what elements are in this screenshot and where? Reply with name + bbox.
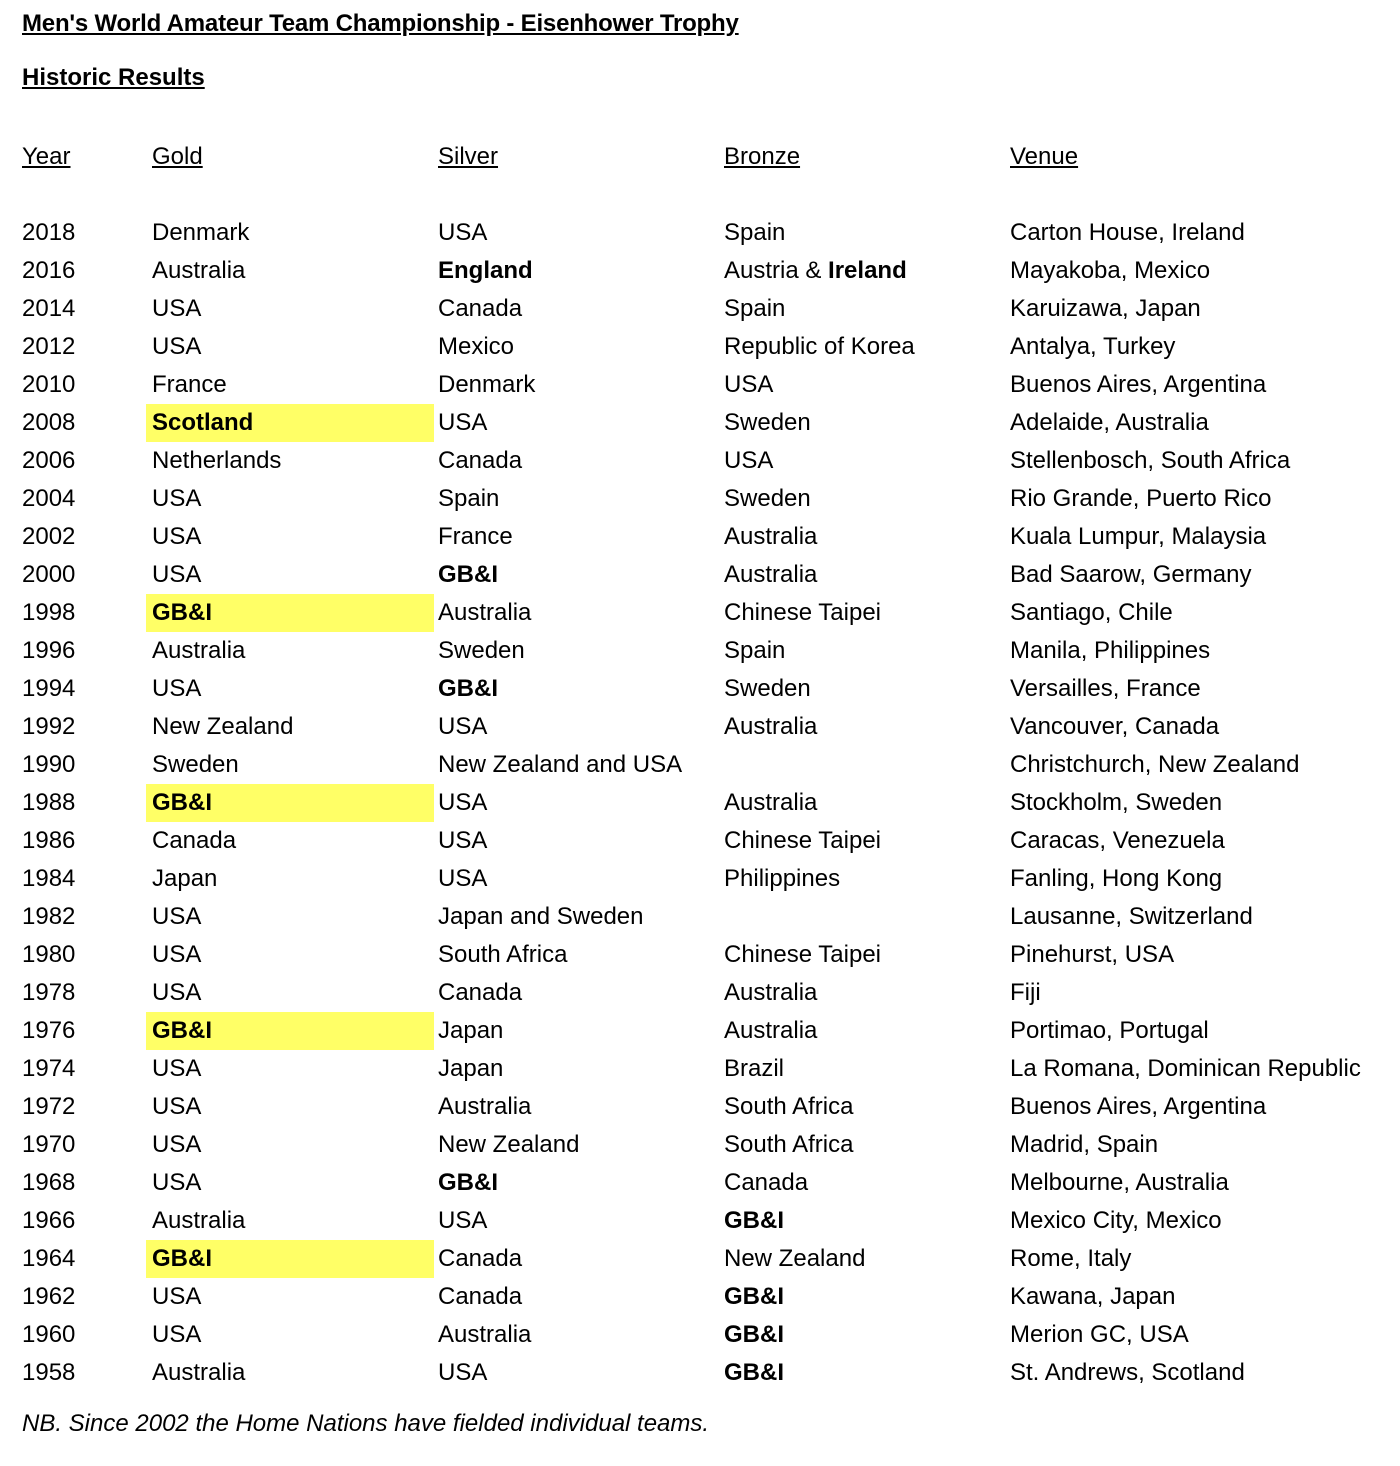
cell-gold: New Zealand bbox=[152, 713, 294, 740]
cell-bronze bbox=[724, 1050, 784, 1088]
cell-bronze bbox=[724, 290, 785, 328]
cell-year: 2014 bbox=[22, 295, 76, 322]
cell-gold: USA bbox=[152, 1169, 202, 1196]
table-row bbox=[22, 1240, 1392, 1278]
cell-gold: USA bbox=[152, 1055, 202, 1082]
cell-bronze bbox=[724, 214, 785, 252]
cell-venue: Fanling, Hong Kong bbox=[1010, 865, 1223, 892]
cell-year: 1958 bbox=[22, 1359, 76, 1386]
cell-venue: Stellenbosch, South Africa bbox=[1010, 447, 1291, 474]
cell-year: 2000 bbox=[22, 561, 76, 588]
cell-bronze bbox=[724, 1278, 784, 1316]
table-row bbox=[22, 518, 1392, 556]
cell-bronze bbox=[724, 518, 817, 556]
cell-silver: USA bbox=[438, 409, 488, 436]
cell-silver: USA bbox=[438, 1359, 488, 1386]
cell-year: 1970 bbox=[22, 1131, 76, 1158]
cell-gold: Australia bbox=[152, 637, 246, 664]
cell-bronze-text: USA bbox=[724, 447, 774, 474]
cell-silver: Spain bbox=[438, 485, 500, 512]
cell-bronze-text: Spain bbox=[724, 219, 786, 246]
cell-silver: Australia bbox=[438, 1093, 532, 1120]
cell-gold: Australia bbox=[152, 257, 246, 284]
cell-venue: Lausanne, Switzerland bbox=[1010, 903, 1253, 930]
cell-venue: Bad Saarow, Germany bbox=[1010, 561, 1252, 588]
cell-gold: Sweden bbox=[152, 751, 239, 778]
cell-bronze bbox=[724, 252, 907, 290]
table-row bbox=[22, 214, 1392, 252]
cell-gold: GB&I bbox=[152, 599, 212, 626]
table-row bbox=[22, 822, 1392, 860]
cell-bronze-text: Canada bbox=[724, 1169, 809, 1196]
cell-bronze-text: Chinese Taipei bbox=[724, 599, 881, 626]
cell-year: 1976 bbox=[22, 1017, 76, 1044]
cell-venue: Rome, Italy bbox=[1010, 1245, 1132, 1272]
cell-gold: USA bbox=[152, 941, 202, 968]
cell-venue: Merion GC, USA bbox=[1010, 1321, 1189, 1348]
cell-venue: Kawana, Japan bbox=[1010, 1283, 1176, 1310]
cell-year: 1984 bbox=[22, 865, 76, 892]
cell-gold: Australia bbox=[152, 1207, 246, 1234]
cell-venue: St. Andrews, Scotland bbox=[1010, 1359, 1245, 1386]
cell-silver: Sweden bbox=[438, 637, 525, 664]
cell-year: 1968 bbox=[22, 1169, 76, 1196]
cell-year: 1988 bbox=[22, 789, 76, 816]
cell-bronze bbox=[724, 1126, 853, 1164]
cell-gold: GB&I bbox=[152, 1017, 212, 1044]
table-row bbox=[22, 404, 1392, 442]
cell-gold: USA bbox=[152, 979, 202, 1006]
cell-year: 1966 bbox=[22, 1207, 76, 1234]
cell-silver: GB&I bbox=[438, 675, 498, 702]
cell-gold: Scotland bbox=[152, 409, 254, 436]
cell-bronze-text: Australia bbox=[724, 789, 818, 816]
cell-silver: Australia bbox=[438, 599, 532, 626]
cell-bronze bbox=[724, 366, 773, 404]
cell-venue: Santiago, Chile bbox=[1010, 599, 1173, 626]
header-gold: Gold bbox=[152, 143, 203, 170]
table-row bbox=[22, 974, 1392, 1012]
table-row bbox=[22, 936, 1392, 974]
cell-year: 1978 bbox=[22, 979, 76, 1006]
cell-year: 2004 bbox=[22, 485, 76, 512]
cell-silver: New Zealand bbox=[438, 1131, 580, 1158]
cell-venue: Stockholm, Sweden bbox=[1010, 789, 1223, 816]
cell-gold: USA bbox=[152, 295, 202, 322]
cell-silver: USA bbox=[438, 1207, 488, 1234]
cell-year: 1972 bbox=[22, 1093, 76, 1120]
cell-bronze-text: Australia bbox=[724, 523, 818, 550]
table-row bbox=[22, 1354, 1392, 1392]
cell-bronze-text: Chinese Taipei bbox=[724, 941, 881, 968]
cell-venue: Pinehurst, USA bbox=[1010, 941, 1175, 968]
page-title: Men's World Amateur Team Championship - Eisenhower Trophy bbox=[22, 10, 739, 37]
cell-silver: USA bbox=[438, 713, 488, 740]
cell-bronze-text: South Africa bbox=[724, 1131, 854, 1158]
cell-venue: Mexico City, Mexico bbox=[1010, 1207, 1222, 1234]
cell-bronze bbox=[724, 404, 811, 442]
cell-bronze-text: Sweden bbox=[724, 409, 811, 436]
header-silver: Silver bbox=[438, 143, 499, 170]
cell-year: 2012 bbox=[22, 333, 76, 360]
table-row bbox=[22, 784, 1392, 822]
cell-venue: Vancouver, Canada bbox=[1010, 713, 1220, 740]
cell-bronze-text: Australia bbox=[724, 979, 818, 1006]
cell-silver: GB&I bbox=[438, 561, 498, 588]
table-row bbox=[22, 746, 1392, 784]
cell-bronze bbox=[724, 1240, 865, 1278]
table-row bbox=[22, 366, 1392, 404]
table-row bbox=[22, 708, 1392, 746]
cell-bronze-text: Sweden bbox=[724, 485, 811, 512]
cell-venue: Manila, Philippines bbox=[1010, 637, 1211, 664]
cell-bronze bbox=[724, 860, 840, 898]
cell-bronze-text: Republic of Korea bbox=[724, 333, 915, 360]
cell-bronze bbox=[724, 1164, 808, 1202]
cell-silver: USA bbox=[438, 865, 488, 892]
table-row bbox=[22, 1316, 1392, 1354]
table-row bbox=[22, 898, 1392, 936]
cell-bronze bbox=[724, 594, 881, 632]
cell-year: 1960 bbox=[22, 1321, 76, 1348]
table-row bbox=[22, 290, 1392, 328]
table-row bbox=[22, 1202, 1392, 1240]
cell-bronze-text: Spain bbox=[724, 637, 786, 664]
table-row bbox=[22, 1126, 1392, 1164]
cell-silver: Australia bbox=[438, 1321, 532, 1348]
cell-bronze-text: New Zealand bbox=[724, 1245, 866, 1272]
cell-bronze-text: GB&I bbox=[724, 1359, 784, 1386]
footnote: NB. Since 2002 the Home Nations have fielded individual teams. bbox=[22, 1410, 710, 1437]
cell-year: 1994 bbox=[22, 675, 76, 702]
cell-bronze bbox=[724, 632, 785, 670]
cell-silver: South Africa bbox=[438, 941, 568, 968]
cell-bronze-text: GB&I bbox=[724, 1283, 784, 1310]
table-row bbox=[22, 1050, 1392, 1088]
cell-gold: USA bbox=[152, 903, 202, 930]
cell-year: 1996 bbox=[22, 637, 76, 664]
cell-gold: USA bbox=[152, 1283, 202, 1310]
cell-year: 2008 bbox=[22, 409, 76, 436]
cell-year: 1982 bbox=[22, 903, 76, 930]
cell-venue: Melbourne, Australia bbox=[1010, 1169, 1229, 1196]
cell-silver: GB&I bbox=[438, 1169, 498, 1196]
cell-bronze-text: Sweden bbox=[724, 675, 811, 702]
header-bronze: Bronze bbox=[724, 143, 801, 170]
table-row bbox=[22, 1012, 1392, 1050]
cell-silver: USA bbox=[438, 219, 488, 246]
cell-venue: Kuala Lumpur, Malaysia bbox=[1010, 523, 1267, 550]
cell-bronze-text: Chinese Taipei bbox=[724, 827, 881, 854]
cell-silver: Canada bbox=[438, 1245, 523, 1272]
cell-gold: Netherlands bbox=[152, 447, 282, 474]
cell-silver: USA bbox=[438, 789, 488, 816]
cell-bronze bbox=[724, 1354, 784, 1392]
table-row bbox=[22, 252, 1392, 290]
cell-bronze-text: Australia bbox=[724, 713, 818, 740]
cell-silver: Denmark bbox=[438, 371, 536, 398]
cell-year: 1980 bbox=[22, 941, 76, 968]
cell-silver: Japan bbox=[438, 1017, 504, 1044]
header-year: Year bbox=[22, 143, 71, 170]
cell-bronze bbox=[724, 328, 915, 366]
cell-venue: Versailles, France bbox=[1010, 675, 1201, 702]
page-subtitle: Historic Results bbox=[22, 64, 205, 91]
cell-bronze-bold-part: Ireland bbox=[828, 257, 907, 284]
cell-silver: Canada bbox=[438, 979, 523, 1006]
cell-bronze-text: Spain bbox=[724, 295, 786, 322]
cell-silver: France bbox=[438, 523, 513, 550]
cell-venue: Adelaide, Australia bbox=[1010, 409, 1209, 436]
cell-gold: France bbox=[152, 371, 227, 398]
results-table bbox=[22, 138, 1392, 1392]
table-row bbox=[22, 1278, 1392, 1316]
table-row bbox=[22, 1088, 1392, 1126]
cell-venue: La Romana, Dominican Republic bbox=[1010, 1055, 1361, 1082]
cell-silver: New Zealand and USA bbox=[438, 751, 683, 778]
cell-silver: Japan bbox=[438, 1055, 504, 1082]
cell-bronze bbox=[724, 784, 817, 822]
cell-year: 2018 bbox=[22, 219, 76, 246]
cell-venue: Antalya, Turkey bbox=[1010, 333, 1176, 360]
cell-bronze-text: Brazil bbox=[724, 1055, 785, 1082]
cell-venue: Karuizawa, Japan bbox=[1010, 295, 1201, 322]
table-row bbox=[22, 860, 1392, 898]
cell-year: 1962 bbox=[22, 1283, 76, 1310]
cell-bronze bbox=[724, 1088, 853, 1126]
cell-year: 1974 bbox=[22, 1055, 76, 1082]
cell-bronze-text: USA bbox=[724, 371, 774, 398]
cell-silver: Canada bbox=[438, 1283, 523, 1310]
table-row bbox=[22, 1164, 1392, 1202]
cell-gold: Japan bbox=[152, 865, 218, 892]
cell-year: 2016 bbox=[22, 257, 76, 284]
cell-year: 2002 bbox=[22, 523, 76, 550]
cell-bronze-text: Australia bbox=[724, 561, 818, 588]
cell-gold: USA bbox=[152, 333, 202, 360]
cell-bronze bbox=[724, 480, 811, 518]
table-row bbox=[22, 632, 1392, 670]
cell-year: 1990 bbox=[22, 751, 76, 778]
cell-gold: USA bbox=[152, 1321, 202, 1348]
table-row bbox=[22, 480, 1392, 518]
cell-gold: USA bbox=[152, 561, 202, 588]
cell-year: 2010 bbox=[22, 371, 76, 398]
cell-bronze bbox=[724, 822, 881, 860]
cell-bronze bbox=[724, 1202, 784, 1240]
cell-gold: Australia bbox=[152, 1359, 246, 1386]
cell-gold: USA bbox=[152, 1131, 202, 1158]
cell-year: 1998 bbox=[22, 599, 76, 626]
cell-gold: Canada bbox=[152, 827, 237, 854]
table-row bbox=[22, 670, 1392, 708]
cell-venue: Buenos Aires, Argentina bbox=[1010, 371, 1267, 398]
header-venue: Venue bbox=[1010, 143, 1079, 170]
cell-silver: Canada bbox=[438, 295, 523, 322]
table-row bbox=[22, 442, 1392, 480]
cell-silver: Mexico bbox=[438, 333, 515, 360]
cell-gold: USA bbox=[152, 485, 202, 512]
cell-venue: Portimao, Portugal bbox=[1010, 1017, 1209, 1044]
cell-bronze-text: GB&I bbox=[724, 1207, 784, 1234]
cell-gold: Denmark bbox=[152, 219, 250, 246]
cell-venue: Christchurch, New Zealand bbox=[1010, 751, 1300, 778]
cell-venue: Buenos Aires, Argentina bbox=[1010, 1093, 1267, 1120]
cell-bronze bbox=[724, 708, 817, 746]
cell-venue: Rio Grande, Puerto Rico bbox=[1010, 485, 1272, 512]
table-row bbox=[22, 556, 1392, 594]
cell-gold: GB&I bbox=[152, 789, 212, 816]
cell-gold: GB&I bbox=[152, 1245, 212, 1272]
cell-silver: USA bbox=[438, 827, 488, 854]
cell-bronze bbox=[724, 1316, 784, 1354]
table-header-row bbox=[22, 138, 1392, 176]
cell-year: 1986 bbox=[22, 827, 76, 854]
cell-silver: England bbox=[438, 257, 533, 284]
cell-bronze bbox=[724, 974, 817, 1012]
cell-bronze bbox=[724, 1012, 817, 1050]
cell-bronze-text: South Africa bbox=[724, 1093, 854, 1120]
cell-year: 2006 bbox=[22, 447, 76, 474]
cell-venue: Fiji bbox=[1010, 979, 1041, 1006]
table-body bbox=[22, 214, 1392, 1392]
cell-venue: Madrid, Spain bbox=[1010, 1131, 1159, 1158]
cell-silver: Japan and Sweden bbox=[438, 903, 644, 930]
cell-venue: Mayakoba, Mexico bbox=[1010, 257, 1211, 284]
cell-year: 1992 bbox=[22, 713, 76, 740]
cell-year: 1964 bbox=[22, 1245, 76, 1272]
cell-silver: Canada bbox=[438, 447, 523, 474]
table-row bbox=[22, 594, 1392, 632]
cell-venue: Caracas, Venezuela bbox=[1010, 827, 1225, 854]
cell-bronze-text: Australia bbox=[724, 1017, 818, 1044]
table-row bbox=[22, 328, 1392, 366]
cell-bronze bbox=[724, 670, 811, 708]
cell-gold: USA bbox=[152, 523, 202, 550]
cell-bronze-text: Philippines bbox=[724, 865, 841, 892]
cell-gold: USA bbox=[152, 675, 202, 702]
cell-bronze bbox=[724, 556, 817, 594]
cell-bronze-text: GB&I bbox=[724, 1321, 784, 1348]
cell-bronze-text: Austria & bbox=[724, 257, 829, 284]
cell-venue: Carton House, Ireland bbox=[1010, 219, 1245, 246]
cell-bronze bbox=[724, 936, 881, 974]
cell-bronze bbox=[724, 442, 773, 480]
cell-gold: USA bbox=[152, 1093, 202, 1120]
